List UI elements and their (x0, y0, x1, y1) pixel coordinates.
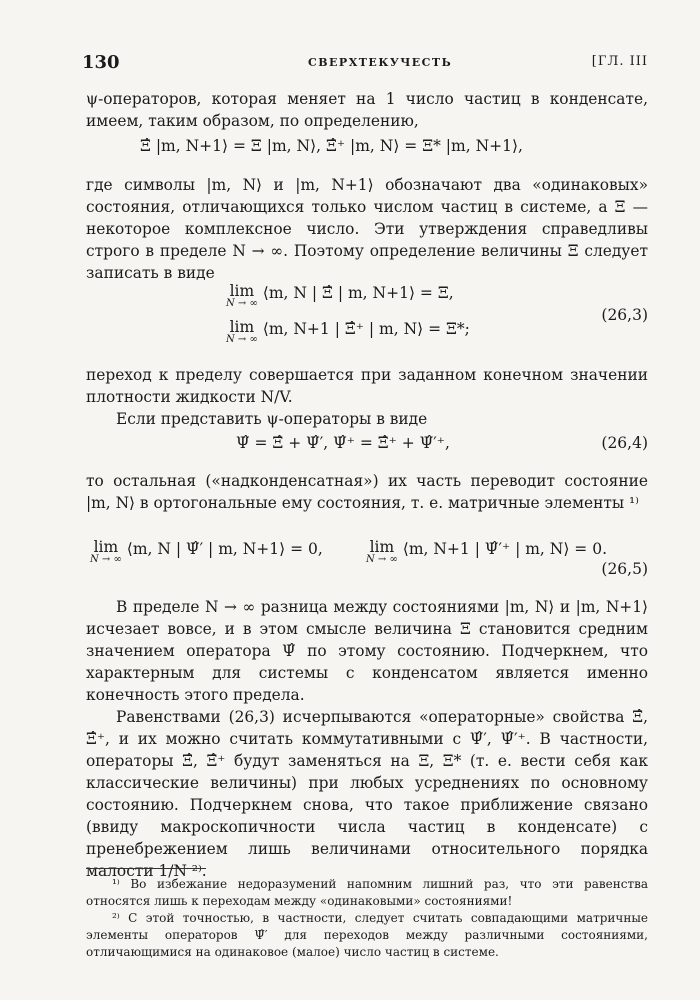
equation-number: (26,4) (601, 434, 648, 452)
limit-subscript: N → ∞ (226, 298, 258, 309)
footnote-2: ²⁾ С этой точностью, в частности, следует считать совпадающими матричные элементы операторов Ψ̂′ для переходов между различными состояниями, отличающимися на одинаковое (малое) число частиц в системе. (86, 911, 648, 959)
chapter-label: [ГЛ. III (591, 54, 648, 69)
limit-expression: ⟨m, N+1 | Ξ̂⁺ | m, N⟩ = Ξ*; (262, 320, 470, 338)
limit-subscript: N → ∞ (90, 554, 122, 565)
paragraph-1 (86, 88, 648, 132)
limit-expression: ⟨m, N | Ξ̂ | m, N+1⟩ = Ξ, (262, 284, 454, 302)
footnotes (86, 876, 648, 961)
paragraph-2-text: где символы |m, N⟩ и |m, N+1⟩ обозначают два «одинаковых» состояния, отличающихся только числом частиц в системе, а Ξ — некоторое комплексное число. Эти утверждения справедливы строго в пределе N → ∞. Поэтому определение величины Ξ следует записать в виде (86, 176, 648, 282)
paragraph-5 (86, 470, 648, 514)
paragraph-6-text: В пределе N → ∞ разница между состояниями |m, N⟩ и |m, N+1⟩ исчезает вовсе, и в этом смысле величина Ξ становится средним значением оператора Ψ̂ по этому состоянию. Подчеркнем, что характерным для системы с конденсатом является именно конечность этого предела. (86, 598, 648, 704)
equation-definition: Ξ̂ |m, N+1⟩ = Ξ |m, N⟩, Ξ̂⁺ |m, N⟩ = Ξ* |m, N+1⟩, (140, 137, 523, 155)
limit-operator (226, 284, 258, 310)
paragraph-3-text: переход к пределу совершается при заданном конечном значении плотности жидкости N/V. (86, 366, 648, 406)
paragraph-2 (86, 174, 648, 284)
paragraph-6 (86, 596, 648, 882)
limit-expression: ⟨m, N+1 | Ψ̂′⁺ | m, N⟩ = 0. (402, 540, 608, 558)
paragraph-4-text: Если представить ψ-операторы в виде (116, 410, 428, 428)
paragraph-3 (86, 364, 648, 430)
page-number: 130 (82, 52, 120, 73)
running-title: СВЕРХТЕКУЧЕСТЬ (308, 56, 453, 69)
equation-26-5-right (366, 540, 607, 566)
paragraph-7-text: Равенствами (26,3) исчерпываются «операторные» свойства Ξ̂, Ξ̂⁺, и их можно считать коммутативными с Ψ̂′, Ψ̂′⁺. В частности, операторы Ξ̂, Ξ̂⁺ будут заменяться на Ξ, Ξ* (т. е. вести себя как классические величины) при любых усреднениях по основному состоянию. Подчеркнем снова, что такое приближение связано (ввиду макроскопичности числа частиц в конденсате) с пренебрежением лишь величинами относительного порядка малости 1/N ²⁾. (86, 708, 648, 880)
running-header (82, 52, 648, 76)
paragraph-1-text: ψ-операторов, которая меняет на 1 число частиц в конденсате, имеем, таким образом, по определению, (86, 90, 648, 130)
equation-26-5-left (90, 540, 323, 566)
limit-operator (226, 320, 258, 346)
equation-26-4-expression: Ψ̂ = Ξ̂ + Ψ̂′, Ψ̂⁺ = Ξ̂⁺ + Ψ̂′⁺, (236, 434, 450, 452)
equation-number: (26,5) (601, 560, 648, 578)
limit-word: lim (229, 282, 255, 300)
limit-word: lim (229, 318, 255, 336)
equation-26-3-line-1 (226, 284, 454, 310)
equation-26-3-line-2 (226, 320, 470, 346)
equation-number: (26,3) (601, 306, 648, 324)
limit-expression: ⟨m, N | Ψ̂′ | m, N+1⟩ = 0, (126, 540, 323, 558)
limit-operator (90, 540, 122, 566)
footnote-1: ¹⁾ Во избежание недоразумений напомним лишний раз, что эти равенства относятся лишь к переходам между «одинаковыми» состояниями! (86, 877, 648, 908)
limit-word: lim (93, 538, 119, 556)
limit-subscript: N → ∞ (366, 554, 398, 565)
limit-word: lim (369, 538, 395, 556)
limit-operator (366, 540, 398, 566)
footnote-divider (86, 868, 206, 869)
limit-subscript: N → ∞ (226, 334, 258, 345)
paragraph-5-text: то остальная («надконденсатная») их часть переводит состояние |m, N⟩ в ортогональные ему состояния, т. е. матричные элементы ¹⁾ (86, 472, 648, 512)
